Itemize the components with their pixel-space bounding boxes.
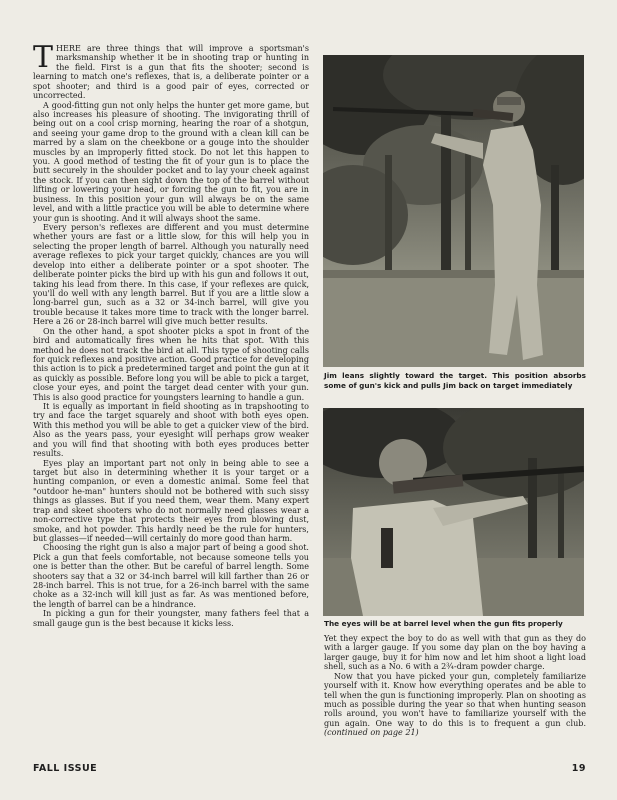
paragraph-reflexes: Every person's reflexes are different and you must determine whether yours are fast or a little slow, for this will help you in selecting the proper length of barrel. Although you naturally need average reflexes to pick your target quickly, chances are you will develop into either a deliberate pointer or a spot shooter. The deliberate pointer picks the bird up with his gun and follows it out, taking his lead from there. In this case, if your reflexes are quick, you'll do well with any length barrel. But if you are a little slow a long-barrel gun, such as a 32 or 34-inch barrel, will give you trouble because it takes more time to track with the longer barrel. Here a 26 or 28-inch barrel will give much better results. xyxy=(33,223,309,327)
paragraph-larger-gauge: Yet they expect the boy to do as well with that gun as they do with a larger gauge. If you some day plan on the boy having a larger gauge, buy it for him now and let him shoot a light load shell, such as a No. 6 with a 2¾-dram powder charge. xyxy=(324,634,586,672)
photo1-caption: Jim leans slightly toward the target. This position absorbs some of gun's kick and pulls Jim back on target immediately xyxy=(324,371,586,390)
drop-cap: T xyxy=(33,40,54,75)
left-column-text xyxy=(33,40,309,628)
photo-man-aiming-shotgun xyxy=(323,55,584,367)
page-footer xyxy=(33,763,586,774)
paragraph-familiarize xyxy=(324,672,586,738)
photo2-caption: The eyes will be at barrel level when the gun fits properly xyxy=(324,619,563,628)
paragraph-both-eyes: It is equally as important in field shooting as in trapshooting to try and face the target squarely and shoot with both eyes open. With this method you will be able to get a quicker view of the bird. Also as the years pass, your eyesight will perhaps grow weaker and you will find that shooting with both eyes produces better results. xyxy=(33,402,309,459)
paragraph-choosing-gun: Choosing the right gun is also a major part of being a good shot. Pick a gun that feels comfortable, not because someone tells you one is better than the other. But be careful of barrel length. Some shooters say that a 32 or 34-inch barrel will kill farther than 26 or 28-inch barrel. This is not true, for a 26-inch barrel with the same choke as a 32-inch will kill just as far. As was mentioned before, the length of barrel can be a hindrance. xyxy=(33,543,309,609)
paragraph-gun-fit: A good-fitting gun not only helps the hunter get more game, but also increases his pleasure of shooting. The invigorating thrill of being out on a cool crisp morning, hearing the roar of a shotgun, and seeing your game drop to the ground with a clean kill can be marred by a slam on the cheekbone or a gouge into the shoulder muscles by an improperly fitted stock. Do not let this happen to you. A good method of testing the fit of your gun is to place the butt securely in the shoulder pocket and to lay your cheek against the stock. If you can then sight down the top of the barrel without lifting or lowering your head, or forcing the gun to fit, you are in business. In this position your gun will always be on the same level, and with a little practice you will be able to determine where your gun is shooting. And it will always shoot the same. xyxy=(33,100,309,223)
paragraph-familiarize-text: Now that you have picked your gun, completely familiarize yourself with it. Know how everything operates and be able to tell when the gun is functioning improperly. Plan on shooting as much as possible during the year so that when hunting season rolls around, you won't have to familiarize yourself with the gun again. One way to do this is to frequent a gun club. xyxy=(324,671,586,728)
paragraph-intro-text: HERE are three things that will improve a sportsman's marksmanship whether it be in shooting trap or hunting in the field. First is a gun that fits the shooter; second is learning to match one's reflexes, that is, a deliberate pointer or a spot shooter; and third is a good pair of eyes, corrected or uncorrected. xyxy=(33,44,309,101)
issue-label: FALL ISSUE xyxy=(33,763,98,774)
paragraph-eyes-glasses: Eyes play an important part not only in being able to see a target but also in determining whether it is your target or a hunting companion, or even a domestic animal. Some feel that "outdoor he-man" hunters should not be bothered with such sissy things as glasses. But if you need them, wear them. Many expert trap and skeet shooters who do not normally need glasses wear a non-corrective type that protects their eyes from blowing dust, smoke, and hot powder. This hardly need be the rule for hunters, but glasses—if needed—will certainly do more good than harm. xyxy=(33,458,309,543)
paragraph-intro xyxy=(33,40,309,101)
paragraph-spot-shooter: On the other hand, a spot shooter picks a spot in front of the bird and automatically fires when he hits that spot. With this method he does not track the bird at all. This type of shooting calls for quick reflexes and positive action. Good practice for developing this action is to pick a predetermined target and point the gun at it as quickly as possible. Before long you will be able to pick a target, close your eyes, and point the target dead center with your gun. This is also good practice for youngsters learning to handle a gun. xyxy=(33,326,309,402)
continued-note: (continued on page 21) xyxy=(324,728,419,738)
page-number: 19 xyxy=(571,763,586,774)
right-column-text xyxy=(324,634,586,738)
paragraph-youngster: In picking a gun for their youngster, many fathers feel that a small gauge gun is the best because it kicks less. xyxy=(33,609,309,628)
photo-man-cheek-on-stock xyxy=(323,408,584,616)
